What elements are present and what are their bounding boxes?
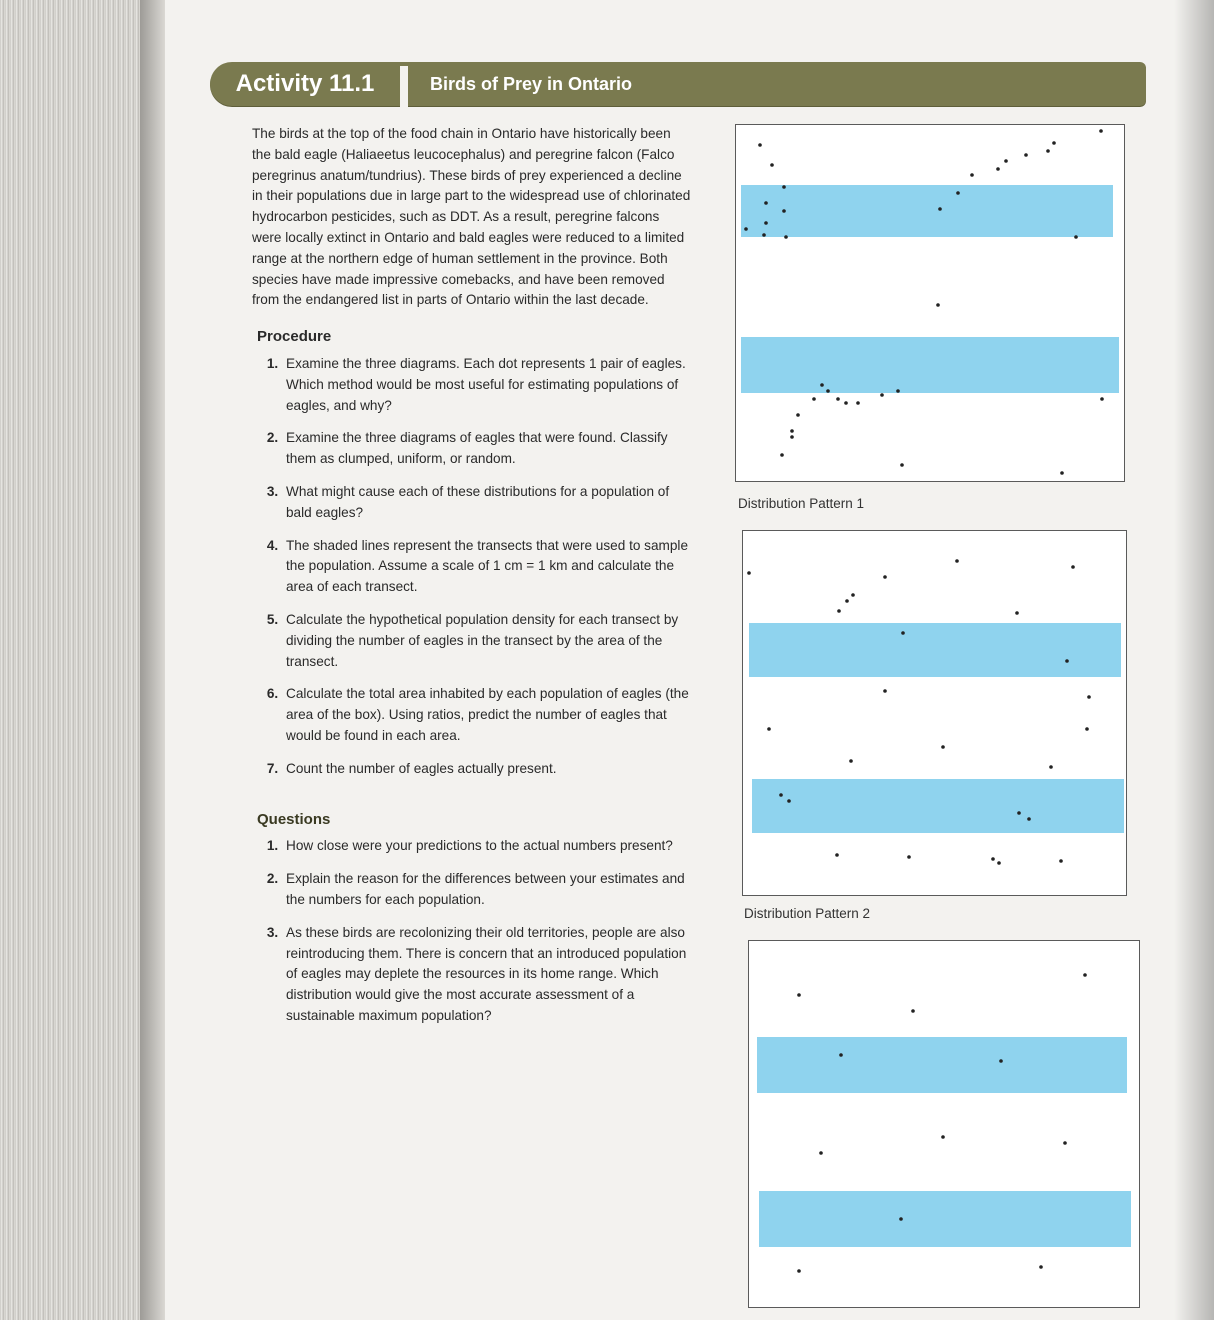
eagle-dot: [936, 303, 940, 307]
eagle-dot: [780, 453, 784, 457]
eagle-dot: [1017, 811, 1021, 815]
transect-band: [752, 779, 1124, 833]
eagle-dot: [1059, 859, 1063, 863]
diagram-3-graphic: [749, 941, 1139, 1307]
eagle-dot: [955, 559, 959, 563]
eagle-dot: [1052, 141, 1056, 145]
diagram-1-graphic: [736, 125, 1124, 481]
eagle-dot: [900, 463, 904, 467]
procedure-step: 1. Examine the three diagrams. Each dot represents 1 pair of eagles. Which method would be most useful for estimating populations of eagles, and why?: [282, 354, 692, 416]
distribution-diagram-1: [735, 124, 1125, 482]
activity-label: Activity 11.1: [235, 70, 375, 97]
eagle-dot: [784, 235, 788, 239]
eagle-dot: [1049, 765, 1053, 769]
eagle-dot: [1071, 565, 1075, 569]
eagle-dot: [1085, 727, 1089, 731]
eagle-dot: [790, 435, 794, 439]
eagle-dot: [856, 401, 860, 405]
diagram-2-graphic: [743, 531, 1126, 895]
procedure-step: 7. Count the number of eagles actually present.: [282, 759, 692, 780]
text-column: [252, 124, 692, 1039]
transect-band: [741, 185, 1113, 237]
page-shadow: [1174, 0, 1214, 1320]
transect-band: [749, 623, 1121, 677]
eagle-dot: [851, 593, 855, 597]
eagle-dot: [901, 631, 905, 635]
eagle-dot: [1063, 1141, 1067, 1145]
eagle-dot: [758, 143, 762, 147]
eagle-dot: [797, 993, 801, 997]
eagle-dot: [837, 609, 841, 613]
eagle-dot: [782, 209, 786, 213]
eagle-dot: [996, 167, 1000, 171]
procedure-step: 2. Examine the three diagrams of eagles that were found. Classify them as clumped, uniform, or random.: [282, 428, 692, 470]
intro-paragraph: The birds at the top of the food chain in Ontario have historically been the bald eagle (Haliaeetus leucocephalus) and peregrine falcon (Falco peregrinus anatum/tundrius). These birds of prey experienced a decline in their populations due in large part to the widespread use of chlorinated hydrocarbon pesticides, such as DDT. As a result, peregrine falcons were locally extinct in Ontario and bald eagles were reduced to a limited range at the northern edge of human settlement in the province. Both species have made impressive comebacks, and have been removed from the endangered list in parts of Ontario within the last decade.: [252, 126, 691, 308]
eagle-dot: [941, 745, 945, 749]
question-item: 2. Explain the reason for the differences between your estimates and the numbers for each population.: [282, 869, 692, 911]
eagle-dot: [1074, 235, 1078, 239]
eagle-dot: [764, 201, 768, 205]
eagle-dot: [1087, 695, 1091, 699]
eagle-dot: [1046, 149, 1050, 153]
eagle-dot: [911, 1009, 915, 1013]
eagle-dot: [820, 383, 824, 387]
diagram-2-caption: Distribution Pattern 2: [744, 906, 871, 921]
eagle-dot: [1027, 817, 1031, 821]
eagle-dot: [883, 575, 887, 579]
eagle-dot: [941, 1135, 945, 1139]
eagle-dot: [797, 1269, 801, 1273]
eagle-dot: [779, 793, 783, 797]
eagle-dot: [844, 401, 848, 405]
procedure-step: 3. What might cause each of these distributions for a population of bald eagles?: [282, 482, 692, 524]
eagle-dot: [836, 397, 840, 401]
eagle-dot: [896, 389, 900, 393]
activity-title: Birds of Prey in Ontario: [430, 73, 633, 94]
eagle-dot: [1015, 611, 1019, 615]
eagle-dot: [970, 173, 974, 177]
eagle-dot: [762, 233, 766, 237]
eagle-dot: [938, 207, 942, 211]
transect-band: [757, 1037, 1127, 1093]
eagle-dot: [790, 429, 794, 433]
questions-heading: Questions: [257, 810, 331, 828]
eagle-dot: [907, 855, 911, 859]
distribution-diagram-2: [742, 530, 1127, 896]
transect-band: [741, 337, 1119, 393]
distribution-diagram-3: [748, 940, 1140, 1308]
eagle-dot: [744, 227, 748, 231]
eagle-dot: [899, 1217, 903, 1221]
procedure-step: 4. The shaded lines represent the transects that were used to sample the population. Assume a scale of 1 cm = 1 km and calculate the area of each transect.: [282, 536, 692, 598]
eagle-dot: [883, 689, 887, 693]
eagle-dot: [1099, 129, 1103, 133]
eagle-dot: [764, 221, 768, 225]
eagle-dot: [819, 1151, 823, 1155]
eagle-dot: [796, 413, 800, 417]
procedure-step: 5. Calculate the hypothetical population density for each transect by dividing the number of eagles in the transect by the area of the transect.: [282, 610, 692, 672]
transect-band: [759, 1191, 1131, 1247]
eagle-dot: [1100, 397, 1104, 401]
eagle-dot: [849, 759, 853, 763]
eagle-dot: [812, 397, 816, 401]
eagle-dot: [770, 163, 774, 167]
eagle-dot: [1039, 1265, 1043, 1269]
eagle-dot: [997, 861, 1001, 865]
eagle-dot: [826, 389, 830, 393]
question-item: 3. As these birds are recolonizing their old territories, people are also reintroducing them. There is concern that an introduced population of eagles may deplete the resources in its home range. Which distribution would give the most accurate assessment of a sustainable maximum population?: [282, 923, 692, 1027]
eagle-dot: [782, 185, 786, 189]
eagle-dot: [767, 727, 771, 731]
eagle-dot: [1083, 973, 1087, 977]
eagle-dot: [880, 393, 884, 397]
eagle-dot: [1065, 659, 1069, 663]
procedure-heading: Procedure: [257, 328, 332, 346]
eagle-dot: [1060, 471, 1064, 475]
diagram-1-caption: Distribution Pattern 1: [738, 496, 865, 511]
book-page-edges: [0, 0, 160, 1320]
procedure-step: 6. Calculate the total area inhabited by each population of eagles (the area of the box). Using ratios, predict the number of eagles that would be found in each area.: [282, 684, 692, 746]
eagle-dot: [835, 853, 839, 857]
questions-list: [252, 836, 692, 1026]
eagle-dot: [1004, 159, 1008, 163]
procedure-list: [252, 354, 692, 780]
eagle-dot: [845, 599, 849, 603]
question-item: 1. How close were your predictions to the actual numbers present?: [282, 836, 692, 857]
eagle-dot: [839, 1053, 843, 1057]
eagle-dot: [999, 1059, 1003, 1063]
eagle-dot: [787, 799, 791, 803]
eagle-dot: [1024, 153, 1028, 157]
banner-divider: [400, 66, 408, 110]
eagle-dot: [956, 191, 960, 195]
eagle-dot: [747, 571, 751, 575]
eagle-dot: [991, 857, 995, 861]
